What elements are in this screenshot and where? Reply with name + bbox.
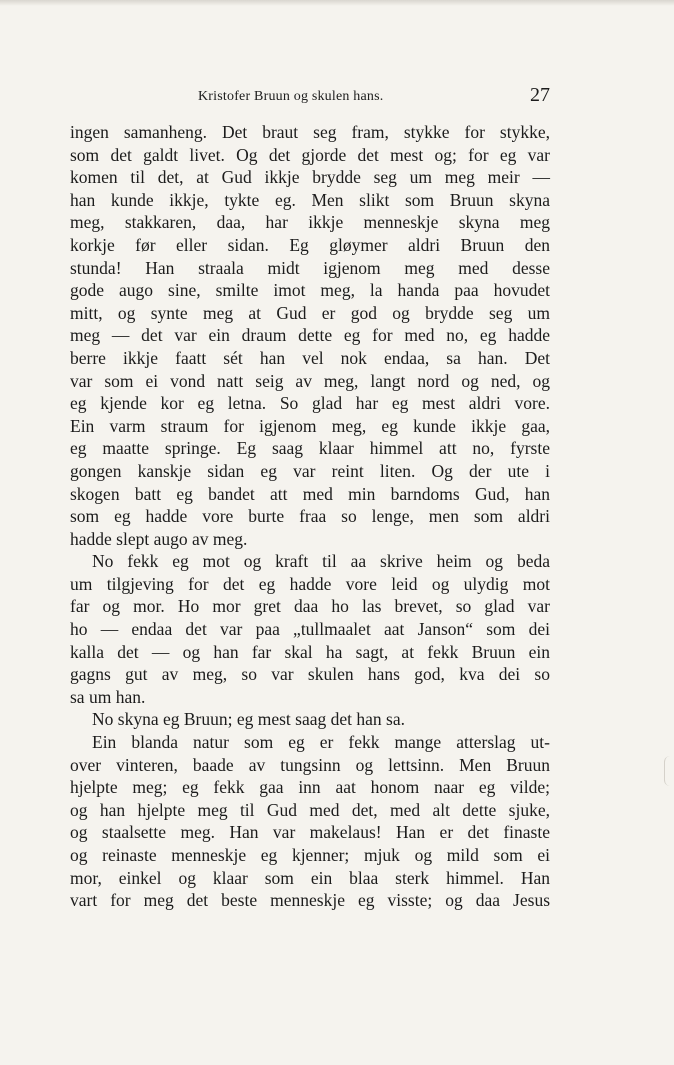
text-line: skogen batt eg bandet att med min barndoms Gud, han xyxy=(70,483,550,504)
text-line: over vinteren, baade av tungsinn og lettsinn. Men Bruun xyxy=(70,754,550,775)
text-line: eg kjende kor eg letna. So glad har eg mest aldri vore. xyxy=(70,393,550,414)
text-line: Ein blanda natur som eg er fekk mange atterslag ut- xyxy=(92,732,550,753)
text-line: gagns gut av meg, so var skulen hans god, kva dei so xyxy=(70,664,550,685)
text-line: var som ei vond natt seig av meg, langt nord og ned, og xyxy=(70,370,550,391)
text-line: gode augo sine, smilte imot meg, la handa paa hovudet xyxy=(70,280,550,301)
text-line: sa um han. xyxy=(70,686,146,707)
text-line: hadde slept augo av meg. xyxy=(70,528,248,549)
text-line: kalla det — og han far skal ha sagt, at fekk Bruun ein xyxy=(70,641,550,662)
text-line: mor, einkel og klaar som ein blaa sterk himmel. Han xyxy=(70,867,550,888)
text-line: som det galdt livet. Og det gjorde det mest og; for eg var xyxy=(70,144,550,165)
text-line: um tilgjeving for det eg hadde vore leid og ulydig mot xyxy=(70,573,550,594)
text-line: berre ikkje faatt sét han vel nok endaa, sa han. Det xyxy=(70,347,550,368)
text-line: gongen kanskje sidan eg var reint liten. Og der ute i xyxy=(70,460,550,481)
text-line: korkje før eller sidan. Eg gløymer aldri Bruun den xyxy=(70,234,550,255)
body-text xyxy=(70,121,550,912)
text-line: hjelpte meg; eg fekk gaa inn aat honom naar eg vilde; xyxy=(70,777,550,798)
page-number: 27 xyxy=(530,84,550,106)
text-line: han kunde ikkje, tykte eg. Men slikt som Bruun skyna xyxy=(70,189,550,210)
text-line: og reinaste menneskje eg kjenner; mjuk og mild som ei xyxy=(70,845,550,865)
text-line: meg, stakkaren, daa, har ikkje menneskje skyna meg xyxy=(70,212,550,233)
text-line: som eg hadde vore burte fraa so lenge, men som aldri xyxy=(70,506,550,527)
text-line: ho — endaa det var paa „tullmaalet aat Janson“ som dei xyxy=(70,619,550,640)
text-line: og han hjelpte meg til Gud med det, med alt dette sjuke, xyxy=(70,799,550,820)
running-head-title: Kristofer Bruun og skulen hans. xyxy=(198,89,384,104)
text-line: komen til det, at Gud ikkje brydde seg um meg meir — xyxy=(70,167,550,188)
text-line: Ein varm straum for igjenom meg, eg kunde ikkje gaa, xyxy=(70,415,550,436)
text-line: far og mor. Ho mor gret daa ho las brevet, so glad var xyxy=(70,596,550,617)
text-line: vart for meg det beste menneskje eg visste; og daa Jesus xyxy=(70,890,550,911)
page-edge-mark xyxy=(664,756,674,786)
text-line: ingen samanheng. Det braut seg fram, stykke for stykke, xyxy=(70,122,550,142)
running-head xyxy=(70,84,550,108)
text-line: eg maatte springe. Eg saag klaar himmel att no, fyrste xyxy=(70,438,550,459)
text-line: No fekk eg mot og kraft til aa skrive heim og beda xyxy=(92,551,550,572)
page-top-edge xyxy=(0,0,674,6)
text-line: stunda! Han straala midt igjenom meg med desse xyxy=(70,257,550,278)
text-line: No skyna eg Bruun; eg mest saag det han sa. xyxy=(92,709,405,730)
text-line: og staalsette meg. Han var makelaus! Han er det finaste xyxy=(70,822,550,843)
text-line: meg — det var ein draum dette eg for med no, eg hadde xyxy=(70,325,550,346)
text-line: mitt, og synte meg at Gud er god og brydde seg um xyxy=(70,302,550,323)
